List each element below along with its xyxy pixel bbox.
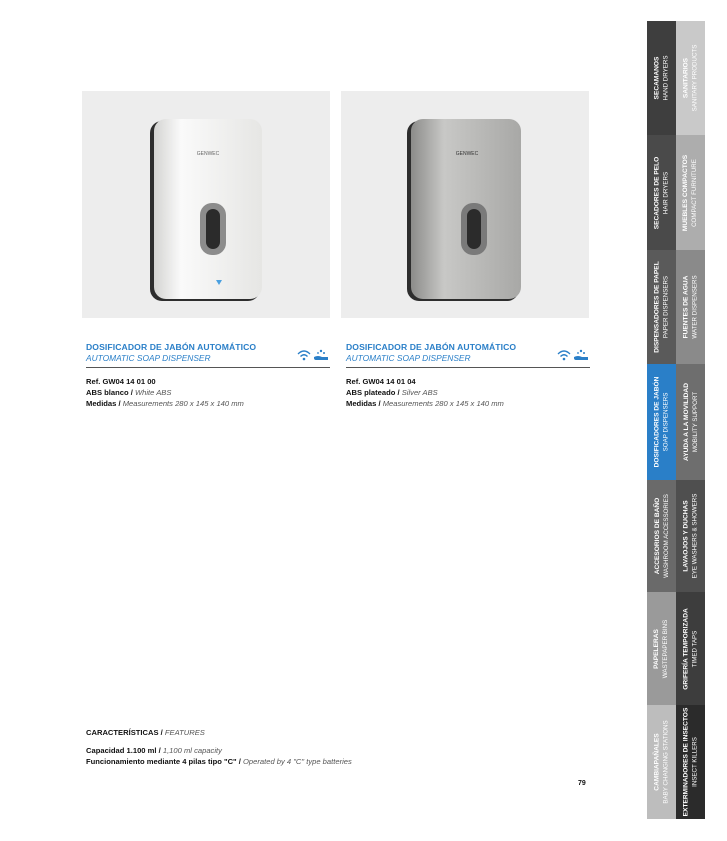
material-es: ABS blanco / bbox=[86, 388, 133, 397]
product-title: DOSIFICADOR DE JABÓN AUTOMÁTICO bbox=[346, 342, 517, 352]
soap-hand-icon bbox=[314, 350, 328, 360]
product-ref: Ref. GW04 14 01 00 bbox=[86, 377, 156, 386]
tab-wastepaper-bins[interactable]: PAPELERAS WASTEPAPER BINS bbox=[647, 592, 676, 705]
tab-timed-taps[interactable]: GRIFERÍA TEMPORIZADA TIMED TAPS bbox=[676, 592, 705, 705]
soap-hand-icon bbox=[574, 350, 588, 360]
product-photo-white bbox=[82, 91, 330, 318]
tab-mobility-support[interactable]: AYUDA A LA MOVILIDAD MOBILITY SUPPORT bbox=[676, 364, 705, 480]
tab-hand-dryers[interactable]: SECAMANOS HAND DRYERS bbox=[647, 21, 676, 135]
sensor-soap-icons bbox=[556, 348, 590, 362]
tab-water-dispensers[interactable]: FUENTES DE AGUA WATER DISPENSERS bbox=[676, 250, 705, 364]
feature-item: Funcionamiento mediante 4 pilas tipo "C" / Operated by 4 "C" type batteries bbox=[86, 757, 352, 766]
page-number: 79 bbox=[578, 780, 586, 787]
divider bbox=[86, 367, 330, 368]
wifi-sensor-icon bbox=[558, 351, 570, 357]
tab-baby-changing-stations[interactable]: CAMBIAPAÑALES BABY CHANGING STATIONS bbox=[647, 705, 676, 819]
tab-paper-dispensers[interactable]: DISPENSADORES DE PAPEL PAPER DISPENSERS bbox=[647, 250, 676, 364]
measures-value: Measurements 280 x 145 x 140 mm bbox=[122, 399, 244, 408]
tab-eye-washers-showers[interactable]: LAVAOJOS Y DUCHAS EYE WASHERS & SHOWERS bbox=[676, 480, 705, 592]
features-title: CARACTERÍSTICAS / FEATURES bbox=[86, 728, 205, 737]
product-subtitle: AUTOMATIC SOAP DISPENSER bbox=[346, 353, 471, 363]
product-info-silver bbox=[346, 342, 590, 409]
product-info-white bbox=[86, 342, 330, 409]
measures-value: Measurements 280 x 145 x 140 mm bbox=[382, 399, 504, 408]
tab-hair-dryers[interactable]: SECADORES DE PELO HAIR DRYERS bbox=[647, 135, 676, 250]
tab-compact-furniture[interactable]: MUEBLES COMPACTOS COMPACT FURNITURE bbox=[676, 135, 705, 250]
product-specs bbox=[86, 376, 330, 409]
soap-dispenser-silver-image bbox=[341, 91, 589, 318]
feature-item: Capacidad 1.100 ml / 1,100 ml capacity bbox=[86, 746, 222, 755]
svg-text:GENWEC: GENWEC bbox=[196, 151, 220, 157]
product-specs bbox=[346, 376, 590, 409]
product-subtitle: AUTOMATIC SOAP DISPENSER bbox=[86, 353, 211, 363]
divider bbox=[346, 367, 590, 368]
product-title: DOSIFICADOR DE JABÓN AUTOMÁTICO bbox=[86, 342, 257, 352]
tab-soap-dispensers[interactable]: DOSIFICADORES DE JABÓN SOAP DISPENSERS bbox=[647, 364, 676, 480]
tab-washroom-accessories[interactable]: ACCESORIOS DE BAÑO WASHROOM ACCESSORIES bbox=[647, 480, 676, 592]
measures-label: Medidas / bbox=[86, 399, 121, 408]
soap-dispenser-white-image bbox=[82, 91, 330, 318]
tab-insect-killers[interactable]: EXTERMINADORES DE INSECTOS INSECT KILLERS bbox=[676, 705, 705, 819]
material-en: White ABS bbox=[134, 388, 172, 397]
tab-sanitary-products[interactable]: SANITARIOS SANITARY PRODUCTS bbox=[676, 21, 705, 135]
measures-label: Medidas / bbox=[346, 399, 381, 408]
material-en: Silver ABS bbox=[401, 388, 438, 397]
sensor-soap-icons bbox=[296, 348, 330, 362]
material-es: ABS plateado / bbox=[346, 388, 400, 397]
features-section bbox=[86, 727, 586, 767]
product-photo-silver bbox=[341, 91, 589, 318]
product-ref: Ref. GW04 14 01 04 bbox=[346, 377, 416, 386]
wifi-sensor-icon bbox=[298, 351, 310, 357]
svg-text:GENWEC: GENWEC bbox=[455, 151, 479, 157]
